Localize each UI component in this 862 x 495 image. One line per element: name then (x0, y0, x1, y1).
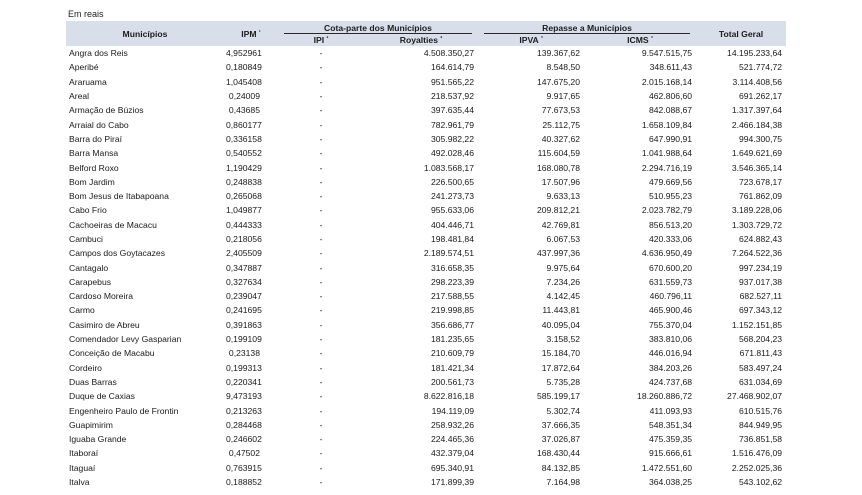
cell-royalties: 226.500,65 (430, 176, 474, 187)
cell-ipm: 0,47502 (228, 448, 260, 459)
table-row (66, 461, 786, 475)
cell-ipi: - (319, 305, 323, 316)
cell-icms: 510.955,23 (649, 191, 693, 202)
cell-royalties: 181.235,65 (430, 334, 474, 345)
cell-total: 994.300,75 (739, 133, 783, 144)
table-row (66, 117, 786, 131)
cell-ipva: 11.443,81 (542, 305, 580, 316)
cell-ipva: 437.997,36 (536, 248, 580, 259)
cell-ipi: - (319, 219, 323, 230)
table-row (66, 475, 786, 489)
cell-ipi: - (319, 319, 323, 330)
cell-icms: 383.810,06 (649, 334, 693, 345)
cell-total: 682.527,11 (739, 291, 783, 302)
table-row (66, 432, 786, 446)
cell-total: 997.234,19 (739, 262, 783, 273)
cell-royalties: 432.379,04 (430, 448, 474, 459)
cell-municipio: Campos dos Goytacazes (69, 248, 166, 259)
cell-icms: 670.600,20 (649, 262, 693, 273)
cell-ipm: 1,190429 (226, 162, 262, 173)
table-body (66, 46, 786, 489)
cell-municipio: Comendador Levy Gasparian (69, 334, 182, 345)
cell-ipva: 3.158,52 (546, 334, 580, 345)
cell-ipva: 7.164,98 (546, 477, 580, 488)
cell-ipva: 40.095,04 (541, 319, 580, 330)
header-icms: ICMS $^{^3}$ (584, 34, 696, 46)
table-row (66, 146, 786, 160)
cell-ipi: - (319, 119, 323, 130)
cell-ipm: 0,347887 (226, 262, 262, 273)
cell-icms: 384.203,26 (649, 362, 693, 373)
cell-ipm: 0,336158 (226, 133, 262, 144)
cell-royalties: 695.340,91 (430, 462, 474, 473)
cell-total: 2.466.184,38 (731, 119, 783, 130)
cell-total: 761.862,09 (739, 191, 783, 202)
cell-total: 937.017,38 (739, 276, 783, 287)
cell-ipva: 139.367,62 (536, 48, 580, 59)
header-royalties: Royalties $^{^2}$ (364, 34, 478, 46)
cell-ipi: - (319, 62, 323, 73)
cell-total: 3.114.408,56 (732, 76, 783, 87)
cell-ipm: 0,265068 (226, 191, 262, 202)
header-cota-parte: Cota-parte dos Municípios (278, 21, 478, 34)
table-row (66, 203, 786, 217)
cell-icms: 462.806,60 (649, 91, 693, 102)
table-row (66, 346, 786, 360)
cell-royalties: 164.614,79 (430, 62, 474, 73)
cell-ipm: 1,045408 (226, 76, 262, 87)
cell-icms: 475.359,35 (649, 434, 693, 445)
cell-ipm: 1,049877 (226, 205, 262, 216)
cell-total: 3.189.228,06 (731, 205, 783, 216)
cell-municipio: Bom Jesus de Itabapoana (69, 191, 169, 202)
transfers-table (66, 21, 786, 489)
cell-total: 624.882,43 (739, 234, 783, 244)
cell-total: 1.649.621,69 (731, 148, 783, 159)
cell-total: 3.546.365,14 (731, 162, 783, 173)
cell-total: 543.102,62 (739, 477, 783, 488)
cell-total: 723.678,17 (739, 176, 783, 187)
cell-total: 521.774,72 (739, 62, 783, 73)
cell-icms: 446.016,94 (649, 348, 693, 359)
cell-ipi: - (319, 419, 323, 430)
cell-ipi: - (319, 191, 323, 202)
cell-icms: 424.737,68 (649, 376, 693, 387)
cell-royalties: 305.982,22 (430, 133, 474, 144)
cell-municipio: Guapimirim (69, 419, 113, 430)
cell-municipio: Cordeiro (69, 362, 102, 373)
cell-ipi: - (319, 348, 323, 359)
cell-icms: 915.666,61 (649, 448, 693, 459)
cell-ipva: 25.112,75 (542, 119, 580, 130)
cell-royalties: 404.446,71 (430, 219, 474, 230)
cell-ipi: - (319, 234, 323, 244)
cell-royalties: 782.961,79 (430, 119, 474, 130)
cell-icms: 465.900,46 (649, 305, 693, 316)
cell-ipm: 0,763915 (226, 462, 262, 473)
table-row (66, 260, 786, 274)
cell-royalties: 356.686,77 (430, 319, 474, 330)
cell-royalties: 492.028,46 (430, 148, 474, 159)
cell-ipm: 0,248838 (226, 176, 262, 187)
table-row (66, 232, 786, 246)
cell-ipi: - (319, 477, 323, 488)
cell-ipm: 0,239047 (226, 291, 262, 302)
cell-total: 736.851,58 (739, 434, 783, 445)
table-row (66, 375, 786, 389)
cell-ipva: 84.132,85 (541, 462, 580, 473)
cell-ipva: 115.604,59 (537, 148, 580, 159)
cell-royalties: 194.119,09 (431, 405, 474, 416)
cell-ipm: 0,444333 (226, 219, 262, 230)
cell-ipva: 9.633,13 (546, 191, 580, 202)
cell-ipi: - (319, 362, 323, 373)
header-repasse: Repasse a Municípios (478, 21, 696, 34)
cell-ipva: 5.735,28 (546, 376, 580, 387)
cell-ipi: - (319, 133, 323, 144)
cell-total: 697.343,12 (739, 305, 783, 316)
cell-municipio: Armação de Búzios (69, 105, 144, 116)
cell-ipm: 4,952961 (226, 48, 262, 59)
cell-ipi: - (319, 148, 323, 159)
cell-ipi: - (319, 276, 323, 287)
cell-ipva: 209.812,21 (536, 205, 580, 216)
cell-ipva: 15.184,70 (541, 348, 580, 359)
cell-icms: 4.636.950,49 (641, 248, 693, 259)
cell-ipva: 147.675,20 (536, 76, 580, 87)
cell-total: 568.204,23 (739, 334, 783, 345)
cell-ipm: 0,199109 (226, 334, 262, 345)
cell-ipva: 168.080,78 (536, 162, 580, 173)
cell-royalties: 316.658,35 (430, 262, 474, 273)
table-row (66, 132, 786, 146)
table-row (66, 160, 786, 174)
cell-municipio: Itaguaí (69, 462, 96, 473)
cell-icms: 647.990,91 (649, 133, 693, 144)
cell-municipio: Cambuci (69, 234, 103, 244)
cell-ipi: - (319, 376, 323, 387)
cell-municipio: Angra dos Reis (69, 48, 128, 59)
cell-ipva: 37.026,87 (541, 434, 580, 445)
cell-ipm: 0,213263 (226, 405, 262, 416)
table-row (66, 446, 786, 460)
table-row (66, 318, 786, 332)
cell-ipm: 0,860177 (226, 119, 262, 130)
cell-ipva: 5.302,74 (546, 405, 580, 416)
cell-royalties: 241.273,73 (430, 191, 474, 202)
cell-royalties: 200.561,73 (430, 376, 474, 387)
table-row (66, 89, 786, 103)
cell-total: 7.264.522,36 (731, 248, 783, 259)
cell-royalties: 224.465,36 (430, 434, 474, 445)
cell-total: 610.515,76 (739, 405, 783, 416)
cell-royalties: 2.189.574,51 (423, 248, 474, 259)
cell-icms: 479.669,56 (649, 176, 693, 187)
units-caption: Em reais (68, 9, 104, 19)
cell-icms: 420.333,06 (649, 234, 693, 244)
table-row (66, 361, 786, 375)
header-ipva: IPVA $^{^3}$ (478, 34, 584, 46)
cell-municipio: Engenheiro Paulo de Frontin (69, 405, 179, 416)
cell-icms: 9.547.515,75 (641, 48, 693, 59)
cell-municipio: Bom Jardim (69, 176, 115, 187)
cell-icms: 631.559,73 (649, 276, 693, 287)
header-total: Total Geral (696, 21, 786, 46)
cell-icms: 755.370,04 (649, 319, 693, 330)
table-row (66, 175, 786, 189)
cell-ipm: 0,180849 (226, 62, 262, 73)
cell-municipio: Duque de Caxias (69, 391, 135, 402)
cell-icms: 1.472.551,60 (641, 462, 693, 473)
cell-ipm: 0,391863 (226, 319, 262, 330)
cell-municipio: Arraial do Cabo (69, 119, 129, 130)
cell-royalties: 397.635,44 (430, 105, 474, 116)
header-municipios: Municípios (66, 21, 224, 46)
cell-ipm: 9,473193 (226, 391, 262, 402)
cell-icms: 2.015.168,14 (641, 76, 693, 87)
cell-ipva: 585.199,17 (536, 391, 580, 402)
cell-municipio: Italva (69, 477, 90, 488)
cell-royalties: 4.508.350,27 (423, 48, 474, 59)
table-row (66, 289, 786, 303)
cell-ipi: - (319, 334, 323, 345)
cell-ipva: 17.872,64 (541, 362, 580, 373)
table-row (66, 389, 786, 403)
header-ipm: IPM $^{^1}$ (224, 21, 278, 46)
cell-royalties: 181.421,34 (430, 362, 474, 373)
cell-total: 631.034,69 (739, 376, 783, 387)
cell-royalties: 1.083.568,17 (423, 162, 474, 173)
cell-municipio: Cachoeiras de Macacu (69, 219, 157, 230)
cell-royalties: 951.565,22 (430, 76, 474, 87)
cell-municipio: Cardoso Moreira (69, 291, 133, 302)
cell-royalties: 8.622.816,18 (423, 391, 474, 402)
cell-ipi: - (319, 448, 323, 459)
cell-ipi: - (319, 162, 323, 173)
cell-ipva: 4.142,45 (546, 291, 580, 302)
cell-municipio: Araruama (69, 76, 107, 87)
cell-icms: 1.041.988,64 (641, 148, 693, 159)
cell-municipio: Aperibé (69, 62, 99, 73)
cell-ipm: 0,220341 (226, 376, 262, 387)
table-row (66, 303, 786, 317)
table-row (66, 46, 786, 60)
cell-ipi: - (319, 291, 323, 302)
cell-royalties: 210.609,79 (430, 348, 474, 359)
cell-ipm: 0,24009 (228, 91, 260, 102)
table-row (66, 275, 786, 289)
table-row (66, 189, 786, 203)
cell-icms: 460.796,11 (649, 291, 693, 302)
table-row (66, 218, 786, 232)
cell-ipva: 37.666,35 (541, 419, 580, 430)
cell-icms: 348.611,43 (649, 62, 693, 73)
cell-municipio: Cabo Frio (69, 205, 107, 216)
cell-ipva: 9.975,64 (546, 262, 580, 273)
cell-municipio: Duas Barras (69, 376, 117, 387)
cell-total: 1.303.729,72 (731, 219, 783, 230)
cell-municipio: Belford Roxo (69, 162, 119, 173)
cell-total: 2.252.025,36 (731, 462, 783, 473)
cell-icms: 18.260.886,72 (637, 391, 693, 402)
cell-municipio: Barra Mansa (69, 148, 119, 159)
table-header (66, 21, 786, 46)
cell-total: 1.516.476,09 (731, 448, 783, 459)
cell-ipm: 0,540552 (226, 148, 262, 159)
cell-ipi: - (319, 105, 323, 116)
cell-icms: 411.093,93 (649, 405, 693, 416)
cell-royalties: 258.932,26 (430, 419, 474, 430)
cell-royalties: 218.537,92 (430, 91, 474, 102)
cell-total: 671.811,43 (739, 348, 783, 359)
cell-municipio: Cantagalo (69, 262, 109, 273)
cell-royalties: 198.481,84 (430, 234, 474, 244)
cell-total: 27.468.902,07 (727, 391, 783, 402)
cell-royalties: 171.899,39 (430, 477, 474, 488)
cell-ipm: 0,284468 (226, 419, 262, 430)
cell-ipi: - (319, 176, 323, 187)
cell-icms: 1.658.109,84 (641, 119, 693, 130)
cell-royalties: 298.223,39 (430, 276, 474, 287)
cell-ipi: - (319, 48, 323, 59)
cell-total: 1.317.397,64 (731, 105, 783, 116)
table-row (66, 75, 786, 89)
cell-total: 844.949,95 (739, 419, 783, 430)
cell-ipva: 17.507,96 (541, 176, 580, 187)
cell-municipio: Areal (69, 91, 90, 102)
cell-municipio: Barra do Piraí (69, 133, 123, 144)
cell-icms: 2.023.782,79 (641, 205, 693, 216)
cell-ipi: - (319, 462, 323, 473)
cell-ipva: 8.548,50 (546, 62, 580, 73)
cell-total: 1.152.151,85 (731, 319, 783, 330)
cell-ipi: - (319, 405, 323, 416)
cell-municipio: Casimiro de Abreu (69, 319, 140, 330)
cell-ipm: 0,246602 (226, 434, 262, 445)
cell-ipi: - (319, 434, 323, 445)
cell-icms: 856.513,20 (649, 219, 693, 230)
cell-municipio: Carapebus (69, 276, 112, 287)
cell-ipi: - (319, 205, 323, 216)
cell-ipva: 7.234,26 (546, 276, 580, 287)
table-row (66, 103, 786, 117)
table-row (66, 332, 786, 346)
table-row (66, 403, 786, 417)
cell-ipva: 9.917,65 (546, 91, 580, 102)
cell-ipi: - (319, 76, 323, 87)
cell-ipva: 6.067,53 (546, 234, 580, 244)
cell-ipm: 0,241695 (226, 305, 262, 316)
cell-ipva: 42.769,81 (541, 219, 580, 230)
table-row (66, 418, 786, 432)
cell-ipm: 0,218056 (226, 234, 262, 244)
cell-royalties: 217.588,55 (430, 291, 474, 302)
cell-ipm: 2,405509 (226, 248, 262, 259)
table-row (66, 246, 786, 260)
cell-total: 14.195.233,64 (727, 48, 783, 59)
cell-ipm: 0,327634 (226, 276, 262, 287)
cell-ipi: - (319, 391, 323, 402)
cell-icms: 548.351,34 (649, 419, 693, 430)
cell-total: 691.262,17 (739, 91, 783, 102)
cell-icms: 842.088,67 (649, 105, 693, 116)
cell-ipm: 0,199313 (226, 362, 262, 373)
cell-royalties: 219.998,85 (430, 305, 474, 316)
cell-ipi: - (319, 248, 323, 259)
cell-ipva: 168.430,44 (536, 448, 580, 459)
cell-ipm: 0,43685 (228, 105, 260, 116)
cell-ipi: - (319, 91, 323, 102)
cell-royalties: 955.633,06 (430, 205, 474, 216)
table-row (66, 60, 786, 74)
cell-icms: 364.038,25 (649, 477, 693, 488)
cell-municipio: Itaboraí (69, 448, 99, 459)
cell-ipi: - (319, 262, 323, 273)
cell-icms: 2.294.716,19 (641, 162, 693, 173)
cell-municipio: Conceição de Macabu (69, 348, 155, 359)
cell-ipm: 0,188852 (226, 477, 262, 488)
cell-municipio: Carmo (69, 305, 95, 316)
header-ipi: IPI $^{^2}$ (278, 34, 364, 46)
cell-ipva: 40.327,62 (541, 133, 580, 144)
cell-total: 583.497,24 (739, 362, 783, 373)
cell-ipm: 0,23138 (228, 348, 260, 359)
cell-municipio: Iguaba Grande (69, 434, 127, 445)
cell-ipva: 77.673,53 (541, 105, 580, 116)
